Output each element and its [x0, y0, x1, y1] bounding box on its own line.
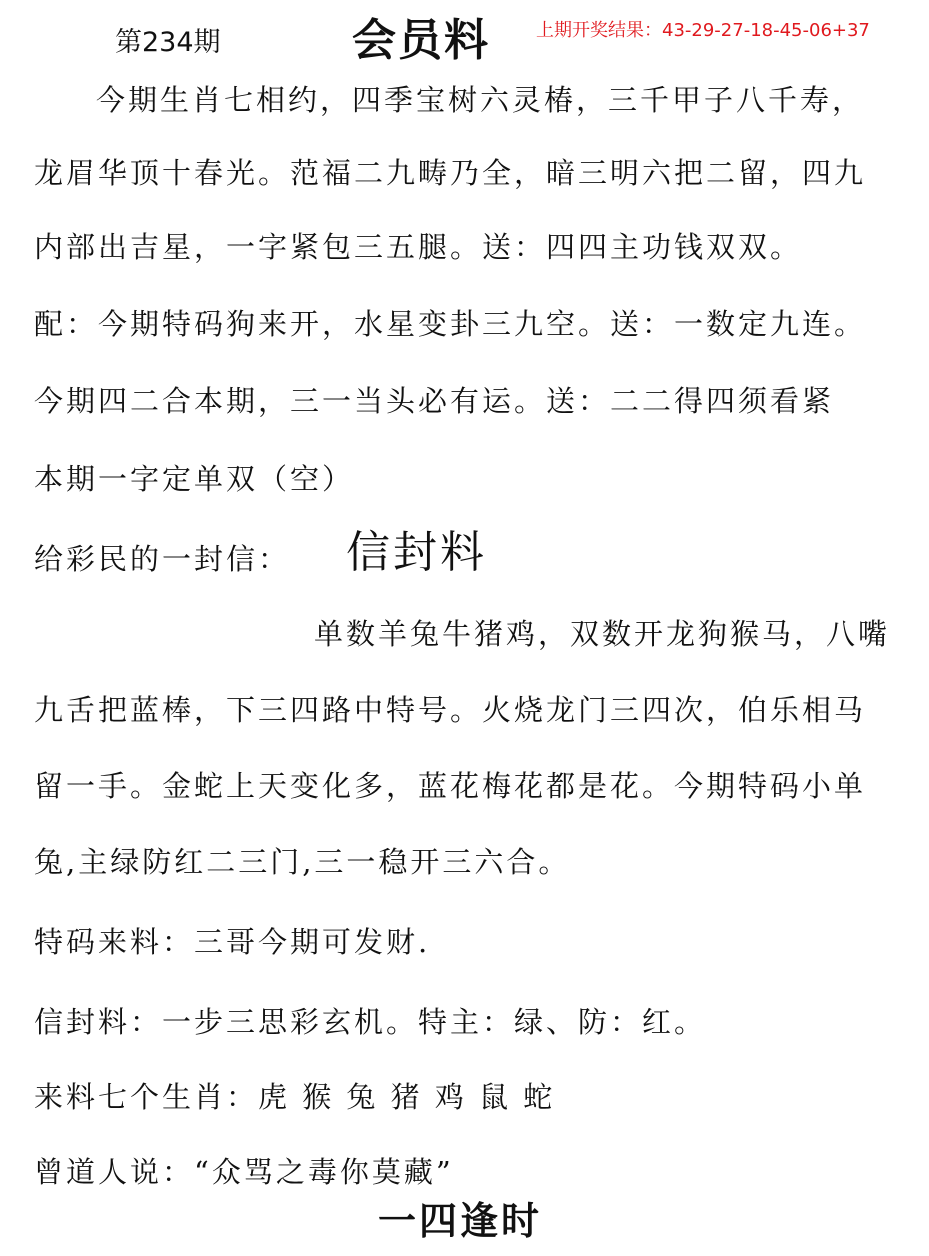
issue-number: 第234期 — [115, 27, 221, 58]
page-title: 会员料 — [352, 15, 490, 66]
last-result — [536, 16, 870, 42]
zodiac-note: 来料七个生肖：虎 猴 兔 猪 鸡 鼠 蛇 — [34, 1080, 556, 1114]
quote-note: 曾道人说：“众骂之毒你莫藏” — [34, 1155, 454, 1189]
member-line-5: 今期四二合本期，三一当头必有运。送：二二得四须看紧 — [34, 384, 835, 418]
member-line-4: 配：今期特码狗来开，水星变卦三九空。送：一数定九连。 — [34, 307, 867, 341]
letter-line-2: 九舌把蓝棒，下三四路中特号。火烧龙门三四次，伯乐相马 — [34, 693, 867, 727]
member-line-6: 本期一字定单双（空） — [34, 462, 355, 496]
letter-line-3: 留一手。金蛇上天变化多，蓝花梅花都是花。今期特码小单 — [34, 769, 867, 803]
member-line-2: 龙眉华顶十春光。范福二九畴乃全，暗三明六把二留，四九 — [34, 156, 867, 190]
member-line-3: 内部出吉星，一字紧包三五腿。送：四四主功钱双双。 — [34, 230, 803, 264]
letter-line-4: 兔,主绿防红二三门,三一稳开三六合。 — [34, 845, 571, 879]
letter-label: 给彩民的一封信： — [34, 542, 291, 576]
section-title: 信封料 — [346, 527, 487, 578]
member-line-1: 今期生肖七相约，四季宝树六灵椿，三千甲子八千寿， — [96, 83, 865, 117]
envelope-note: 信封料：一步三思彩玄机。特主：绿、防：红。 — [34, 1005, 707, 1039]
special-note: 特码来料：三哥今期可发财. — [34, 925, 431, 959]
letter-line-1: 单数羊兔牛猪鸡，双数开龙狗猴马，八嘴 — [314, 617, 891, 651]
last-result-numbers: 43-29-27-18-45-06+37 — [662, 20, 870, 41]
footer-title: 一四逢时 — [378, 1198, 543, 1243]
last-result-label: 上期开奖结果： — [536, 20, 662, 41]
